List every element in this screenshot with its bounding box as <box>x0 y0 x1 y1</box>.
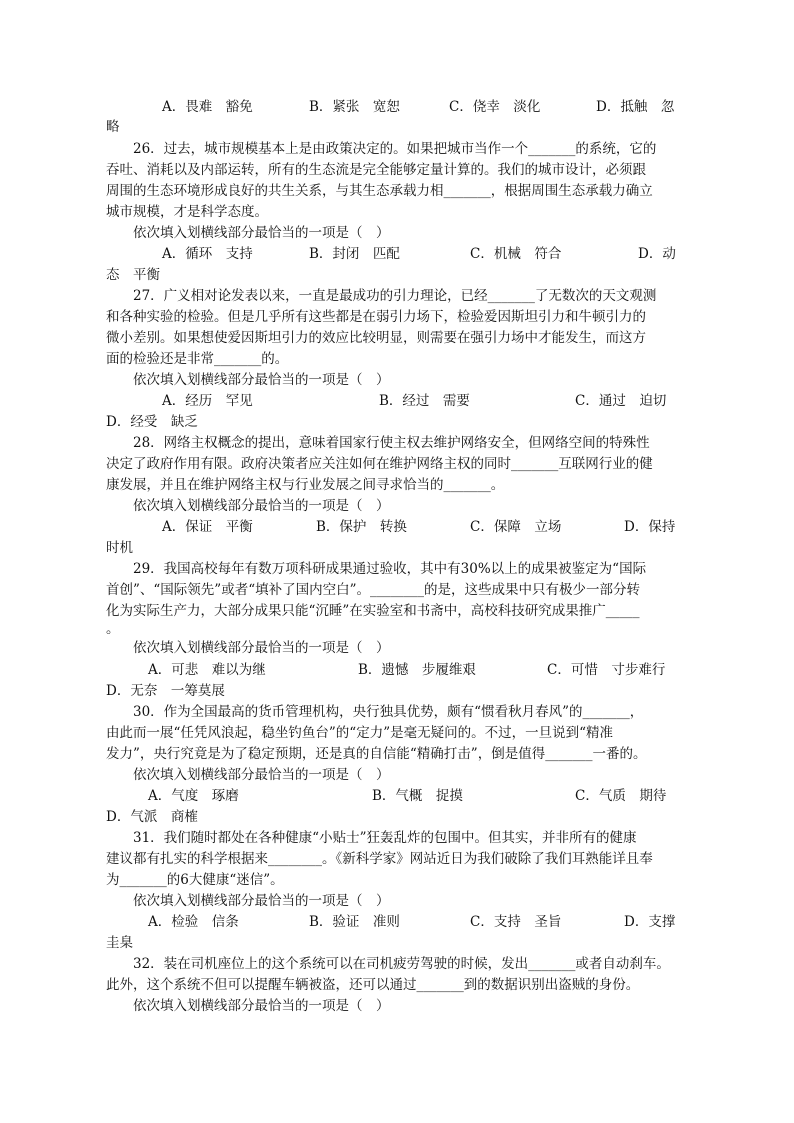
q27-stem-line-4: 面的检验还是非常_______的。 <box>106 351 289 367</box>
q27-options <box>106 391 676 411</box>
q30-options <box>106 786 676 806</box>
q28-option-wrap: 时机 <box>106 540 133 556</box>
q28-option-d: D．保持 <box>624 519 676 535</box>
q31-option-d: D．支撑 <box>624 914 676 930</box>
q26-prompt: 依次填入划横线部分最恰当的一项是（ ） <box>133 225 390 241</box>
q25-options <box>106 97 676 117</box>
q27-option-a: A．经历 罕见 <box>162 393 253 409</box>
q29-stem-line-1: 29．我国高校每年有数万项科研成果通过验收，其中有30%以上的成果被鉴定为“国际 <box>133 561 647 577</box>
q27-option-wrap: D．经受 缺乏 <box>106 414 198 430</box>
q31-stem-line-2: 建议都有扎实的科学根据来________。《新科学家》网站近日为我们破除了我们耳熟能详且奉 <box>106 851 653 867</box>
q32-stem-line-2: 此外，这个系统不但可以提醒车辆被盗，还可以通过_______到的数据识别出盗贼的身份。 <box>106 977 640 993</box>
q29-option-a: A．可悲 难以为继 <box>148 662 266 678</box>
q27-option-b: B．经过 需要 <box>379 393 470 409</box>
q26-option-wrap: 态 平衡 <box>106 267 160 283</box>
q29-option-c: C．可惜 寸步难行 <box>547 662 666 678</box>
q27-stem-line-2: 和各种实验的检验。但是几乎所有这些都是在弱引力场下，检验爱因斯坦引力和牛顿引力的 <box>106 309 646 325</box>
q27-stem-line-1: 27．广义相对论发表以来，一直是最成功的引力理论，已经_______了无数次的天文观测 <box>133 288 657 304</box>
q26-option-d: D．动 <box>638 246 676 262</box>
q27-prompt: 依次填入划横线部分最恰当的一项是（ ） <box>133 372 390 388</box>
q32-stem-line-1: 32．装在司机座位上的这个系统可以在司机疲劳驾驶的时候，发出_______或者自动刹车。 <box>133 956 670 972</box>
q30-option-wrap: D．气派 商榷 <box>106 809 198 825</box>
q25-option-wrap: 略 <box>106 119 120 135</box>
q28-option-a: A．保证 平衡 <box>162 519 253 535</box>
q31-stem-line-1: 31．我们随时都处在各种健康“小贴士”狂轰乱炸的包围中。但其实，并非所有的健康 <box>133 830 637 846</box>
q28-prompt: 依次填入划横线部分最恰当的一项是（ ） <box>133 498 390 514</box>
q26-stem-line-4: 城市规模，才是科学态度。 <box>106 204 268 220</box>
q32-prompt: 依次填入划横线部分最恰当的一项是（ ） <box>133 998 390 1014</box>
q25-option-c: C．侥幸 淡化 <box>449 99 541 115</box>
q27-stem-line-3: 微小差别。如果想使爱因斯坦引力的效应比较明显，则需要在强引力场中才能发生，而这方 <box>106 330 646 346</box>
q31-option-wrap: 圭臬 <box>106 935 133 951</box>
q30-option-c: C．气质 期待 <box>575 788 667 804</box>
q26-options <box>106 244 676 264</box>
q28-option-b: B．保护 转换 <box>316 519 407 535</box>
q25-option-d: D．抵触 忽 <box>596 99 675 115</box>
q29-stem-line-4: 。 <box>106 621 120 637</box>
q29-option-b: B．遗憾 步履维艰 <box>358 662 476 678</box>
q26-option-c: C．机械 符合 <box>470 246 562 262</box>
q31-stem-line-3: 为_______的6大健康“迷信”。 <box>106 872 284 888</box>
q25-option-a: A．畏难 豁免 <box>162 99 253 115</box>
q30-prompt: 依次填入划横线部分最恰当的一项是（ ） <box>133 767 390 783</box>
q28-option-c: C．保障 立场 <box>470 519 562 535</box>
q26-stem-line-3: 周围的生态环境形成良好的共生关系，与其生态承载力相_______，根据周围生态承载力确立 <box>106 183 653 199</box>
q30-option-b: B．气概 捉摸 <box>372 788 463 804</box>
q26-option-b: B．封闭 匹配 <box>309 246 400 262</box>
q30-stem-line-1: 30．作为全国最高的货币管理机构，央行独具优势，颇有“惯看秋月春风”的_______， <box>133 704 644 720</box>
q25-option-b: B．紧张 宽恕 <box>309 99 400 115</box>
q29-stem-line-2: 首创”、“国际领先”或者“填补了国内空白”。________的是，这些成果中只有极少一部分转 <box>106 582 641 598</box>
q28-stem-line-3: 康发展，并且在维护网络主权与行业发展之间寻求恰当的_______。 <box>106 477 505 493</box>
q29-option-wrap: D．无奈 一筹莫展 <box>106 683 225 699</box>
q29-prompt: 依次填入划横线部分最恰当的一项是（ ） <box>133 640 390 656</box>
q30-option-a: A．气度 琢磨 <box>148 788 239 804</box>
q31-option-b: B．验证 准则 <box>309 914 400 930</box>
q31-options <box>106 912 676 932</box>
q28-options <box>106 517 676 537</box>
q30-stem-line-3: 发力”，央行究竟是为了稳定预期，还是真的自信能“精确打击”，倒是值得_______一番的。 <box>106 746 647 762</box>
q31-option-a: A．检验 信条 <box>148 914 239 930</box>
q30-stem-line-2: 由此而一展“任凭风浪起，稳坐钓鱼台”的“定力”是毫无疑问的。不过，一旦说到“精准 <box>106 725 614 741</box>
q31-prompt: 依次填入划横线部分最恰当的一项是（ ） <box>133 893 390 909</box>
q29-stem-line-3: 化为实际生产力，大部分成果只能“沉睡”在实验室和书斋中，高校科技研究成果推广_____ <box>106 603 640 619</box>
q27-option-c: C．通过 迫切 <box>575 393 667 409</box>
q26-option-a: A．循环 支持 <box>162 246 253 262</box>
q26-stem-line-1: 26．过去，城市规模基本上是由政策决定的。如果把城市当作一个_______的系统，它的 <box>133 141 657 157</box>
q28-stem-line-2: 决定了政府作用有限。政府决策者应关注如何在维护网络主权的同时_______互联网行业的健 <box>106 456 653 472</box>
q31-option-c: C．支持 圣旨 <box>470 914 562 930</box>
q28-stem-line-1: 28．网络主权概念的提出，意味着国家行使主权去维护网络安全，但网络空间的特殊性 <box>133 435 650 451</box>
q26-stem-line-2: 吞吐、消耗以及内部运转，所有的生态流是完全能够定量计算的。我们的城市设计，必须跟 <box>106 162 646 178</box>
q29-options <box>106 660 676 680</box>
